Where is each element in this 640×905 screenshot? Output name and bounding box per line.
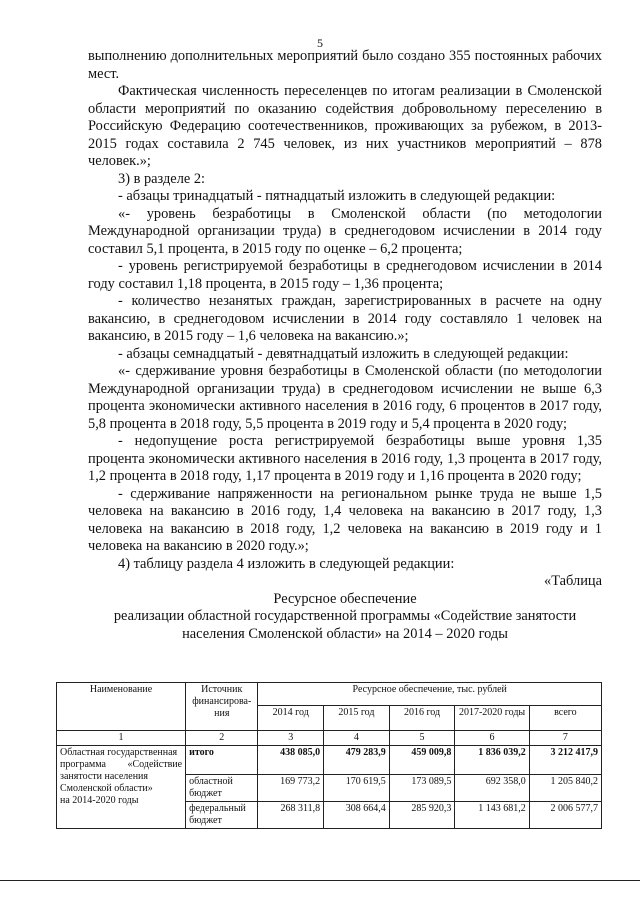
paragraph: выполнению дополнительных мероприятий было создано 355 постоянных рабочих мест. <box>88 48 602 82</box>
program-name-cell <box>57 746 186 829</box>
value-cell: 1 143 681,2 <box>455 802 529 829</box>
paragraph: - недопущение роста регистрируемой безработицы выше уровня 1,35 процента экономически активного населения в 2016 году, 1,3 процента в 2017 году, 1,2 процента в 2018 году, 1,17 процента в 2019 году и 1,16 процента в 2020 году; <box>88 433 602 484</box>
col-number: 4 <box>324 731 390 746</box>
paragraph: - абзацы семнадцатый - девятнадцатый изложить в следующей редакции: <box>118 345 569 362</box>
header-resources: Ресурсное обеспечение, тыс. рублей <box>258 683 602 706</box>
header-name: Наименование <box>57 683 186 731</box>
value-cell: 459 009,8 <box>389 746 455 775</box>
paragraph: - сдерживание напряженности на региональном рынке труда не выше 1,5 человека на вакансию в 2016 году, 1,4 человека на вакансию в 2017 году, 1,3 человека на вакансию в 2018 году, 1,2 человека на вакансию в 2019 году и 1 человека на вакансию в 2020 году.»; <box>88 485 602 554</box>
value-cell: 268 311,8 <box>258 802 324 829</box>
header-source: Источник финансирова-ния <box>186 683 258 731</box>
source-cell: областной бюджет <box>186 775 258 802</box>
paragraph: - количество незанятых граждан, зарегистрированных в расчете на одну вакансию, в среднегодовом исчислении в 2014 году составляло 1 человек на вакансию, в 2015 году – 1,6 человека на вакансию.»; <box>88 293 602 344</box>
col-number: 1 <box>57 731 186 746</box>
header-2015: 2015 год <box>324 706 390 731</box>
value-cell: 438 085,0 <box>258 746 324 775</box>
header-2017-2020: 2017-2020 годы <box>455 706 529 731</box>
paragraph: «- сдерживание уровня безработицы в Смоленской области (по методологии Международной организации труда) в среднегодовом исчислении не выше 6,3 процента экономически активного населения в 2016 году, 6 процентов в 2017 году, 5,8 процента в 2018 году, 5,5 процента в 2019 году и 5,4 процента в 2020 году; <box>88 363 602 432</box>
table-header-row <box>57 683 602 706</box>
value-cell: 285 920,3 <box>389 802 455 829</box>
resource-table <box>56 682 602 829</box>
value-cell: 692 358,0 <box>455 775 529 802</box>
source-cell: федеральный бюджет <box>186 802 258 829</box>
program-name-line: на 2014-2020 годы <box>60 795 139 806</box>
header-2016: 2016 год <box>389 706 455 731</box>
paragraph: 4) таблицу раздела 4 изложить в следующей редакции: <box>118 555 455 572</box>
col-number: 3 <box>258 731 324 746</box>
paragraph: Фактическая численность переселенцев по итогам реализации в Смоленской области мероприятий по оказанию содействия добровольному переселению в Российскую Федерацию соотечественников, проживающих за рубежом, в 2013-2015 годах составила 2 745 человек, из них участников мероприятий – 878 человек.»; <box>88 83 602 169</box>
table-title-line-1: Ресурсное обеспечение <box>273 590 417 607</box>
value-cell: 170 619,5 <box>324 775 390 802</box>
value-cell: 308 664,4 <box>324 802 390 829</box>
paragraph: - уровень регистрируемой безработицы в среднегодовом исчислении в 2014 году составил 1,18 процента, в 2015 году – 1,36 процента; <box>88 258 602 292</box>
col-number: 5 <box>389 731 455 746</box>
program-name-line: Смоленской области» <box>60 783 153 794</box>
header-total: всего <box>529 706 601 731</box>
table-label: «Таблица <box>544 573 602 589</box>
col-number: 6 <box>455 731 529 746</box>
value-cell: 1 836 039,2 <box>455 746 529 775</box>
value-cell: 173 089,5 <box>389 775 455 802</box>
col-number: 7 <box>529 731 601 746</box>
page-number: 5 <box>317 36 323 50</box>
col-number: 2 <box>186 731 258 746</box>
page-bottom-rule <box>0 880 640 881</box>
header-2014: 2014 год <box>258 706 324 731</box>
paragraph: «- уровень безработицы в Смоленской области (по методологии Международной организации труда) в среднегодовом исчислении в 2014 году составил 5,1 процента, в 2015 году по оценке – 6,2 процента; <box>88 205 602 257</box>
value-cell: 479 283,9 <box>324 746 390 775</box>
table-title-line-2: реализации областной государственной программы «Содействие занятости населения Смоленской области» на 2014 – 2020 годы <box>113 608 577 642</box>
paragraph: - абзацы тринадцатый - пятнадцатый изложить в следующей редакции: <box>118 188 556 204</box>
table-column-numbers <box>57 731 602 746</box>
paragraph: 3) в разделе 2: <box>118 170 206 187</box>
value-cell: 169 773,2 <box>258 775 324 802</box>
table-row <box>57 746 602 775</box>
source-cell: итого <box>186 746 258 775</box>
program-name-line: программа «Содействие занятости населения <box>60 759 183 782</box>
value-cell: 2 006 577,7 <box>529 802 601 829</box>
program-name-line: Областная государственная <box>60 747 178 758</box>
value-cell: 3 212 417,9 <box>529 746 601 775</box>
value-cell: 1 205 840,2 <box>529 775 601 802</box>
document-body <box>88 48 602 643</box>
